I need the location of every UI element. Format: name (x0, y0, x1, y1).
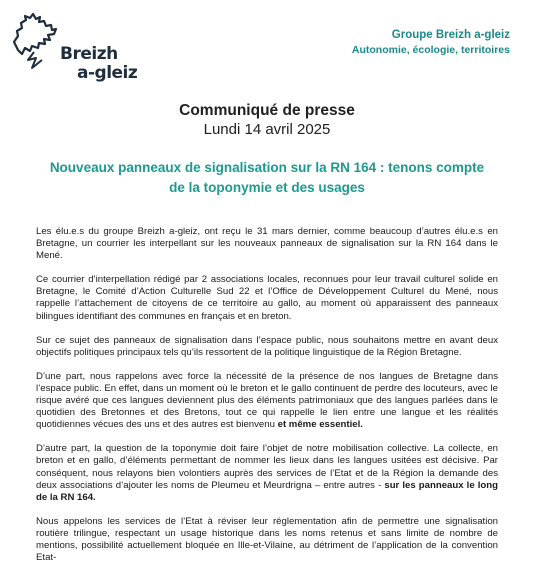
paragraph-3: Sur ce sujet des panneaux de signalisation dans l’espace public, nous souhaitons mettre en avant deux objectifs politiques principaux tels qu’ils ressortent de la politique linguistique de la Région Bretagne. (36, 334, 498, 358)
paragraph-4: D’une part, nous rappelons avec force la nécessité de la présence de nos langues de Bretagne dans l’espace public. En effet, dans un moment où le breton et le gallo continuent de perdre des locuteurs, avec le risque avéré que ces langues deviennent plus des éléments patrimoniaux que des langues parlées dans le quotidien des Bretonnes et des Bretons, tout ce qui rappelle le lien entre une langue et les réalités quotidiennes vécues des uns et des autres est bienvenu et même essentiel. (36, 370, 498, 431)
press-release-headline (30, 158, 504, 198)
press-release-body (36, 226, 498, 576)
group-name: Groupe Breizh a-gleiz (391, 29, 510, 41)
emphasized-text: et même essentiel. (277, 419, 363, 431)
paragraph-1: Les élu.e.s du groupe Breizh a-gleiz, ont reçu le 31 mars dernier, comme beaucoup d’autres élu.e.s en Bretagne, un courrier les interpellant sur les nouveaux panneaux de signalisation sur la RN 164 dans le Mené. (36, 226, 498, 262)
paragraph-6: Nous appelons les services de l’Etat à réviser leur réglementation afin de permettre une signalisation routière trilingue, respectant un usage historique dans les noms retenus et sans limite de nombre de mentions, possibilité actuellement bloquée en Ille-et-Vilaine, au détriment de l’application de la convention Etat- (36, 515, 498, 564)
headline-line-1: Nouveaux panneaux de signalisation sur la RN 164 : tenons compte (49, 160, 485, 175)
headline-line-2: de la toponymie et des usages (169, 180, 365, 195)
logo-text-a-gleiz: a-gleiz (77, 63, 138, 83)
breizh-a-gleiz-logo (8, 12, 178, 92)
document-date: Lundi 14 avril 2025 (203, 121, 331, 138)
paragraph-5: D’autre part, la question de la toponymie doit faire l’objet de notre mobilisation collective. La collecte, en breton et en gallo, d’éléments permettant de nommer les lieux dans les langues usitées est décisive. Par conséquent, nous relayons bien volontiers auprès des services de l’Etat et de la Région la demande des deux associations d’ajouter les noms de Pleumeu et Meurdrigna – entre autres - sur les panneaux le long de la RN 164. (36, 443, 498, 503)
document-type: Communiqué de presse (179, 102, 355, 119)
group-tagline: Autonomie, écologie, territoires (351, 44, 510, 56)
logo-text-breizh: Breizh (60, 44, 118, 64)
emphasized-text: sur les panneaux le long de la RN 164. (36, 479, 498, 503)
paragraph-2: Ce courrier d’interpellation rédigé par 2 associations locales, reconnues pour leur travail culturel solide en Bretagne, le Comité d’Action Culturelle Sud 22 et l’Office de Développement Culturel du Mené, nous rappelle l’attachement de citoyens de ce territoire au gallo, au moment où apparaissent des panneaux bilingues identifiant des communes en français et en breton. (36, 274, 498, 322)
group-header (352, 28, 510, 58)
